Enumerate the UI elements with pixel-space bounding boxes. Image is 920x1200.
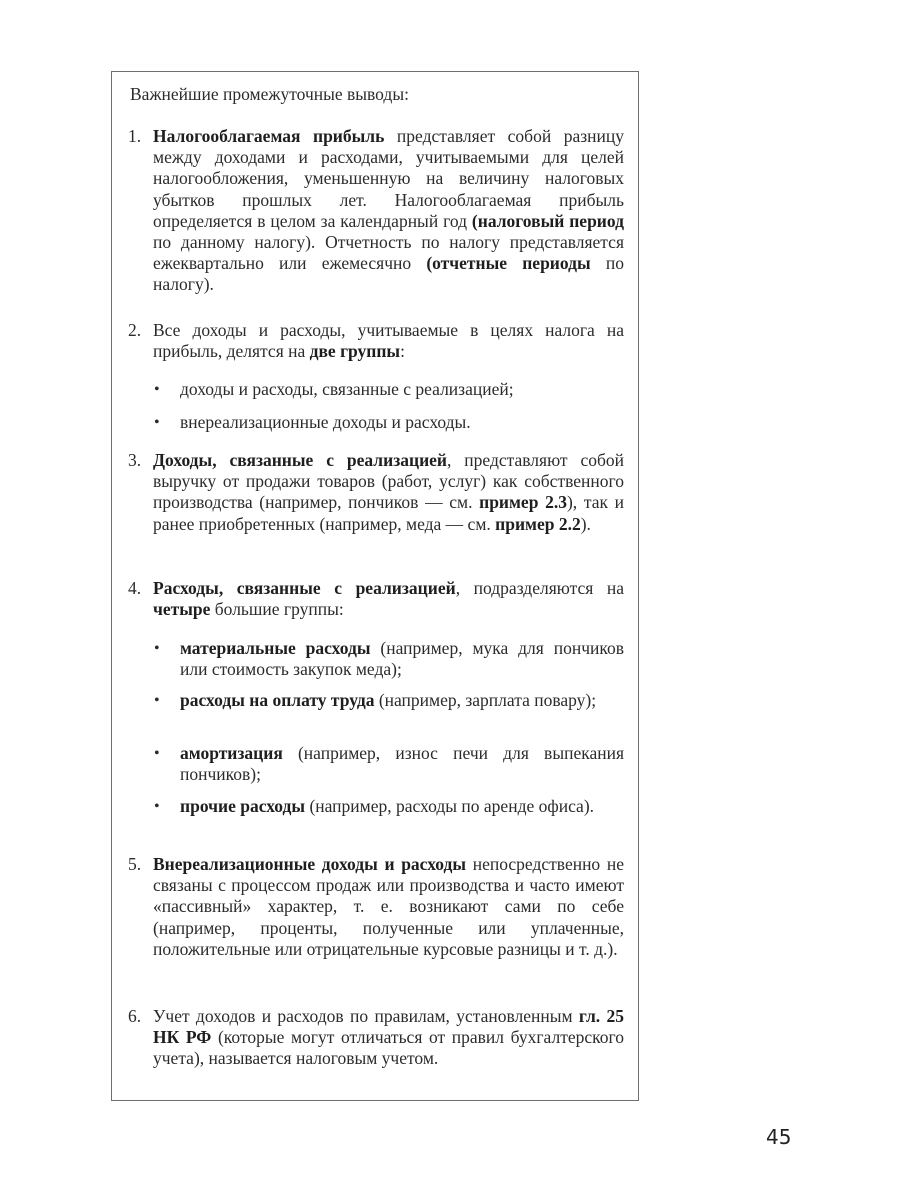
summary-item-4 bbox=[128, 578, 624, 620]
text-run: (которые могут отличаться от правил бухгалтерского учета), называется налоговым учетом. bbox=[153, 1027, 624, 1069]
text-run: большие группы: bbox=[210, 599, 344, 620]
bullet-item bbox=[154, 690, 624, 711]
bullet-item bbox=[154, 412, 624, 433]
bullet-icon: • bbox=[154, 640, 160, 657]
text-run: непосредственно не связаны с процессом продаж или производства и часто имеют «пассивный» характер, т. е. возникают сами по себе (например, проценты, полученные или уплаченные, положительные или отрицательные курсовые разницы и т. д.). bbox=[153, 854, 624, 959]
bold-term: четыре bbox=[153, 599, 211, 620]
item-text bbox=[153, 320, 624, 362]
text-run: внереализационные доходы и расходы. bbox=[180, 412, 471, 432]
text-run: (например, зарплата повару); bbox=[374, 690, 597, 710]
text-run: Учет доходов и расходов по правилам, установленным bbox=[153, 1006, 579, 1026]
bullet-icon: • bbox=[154, 414, 160, 431]
item-number: 2. bbox=[128, 320, 142, 340]
text-run: (например, мука для пончиков или стоимость закупок меда); bbox=[180, 638, 624, 680]
bold-term: материальные расходы bbox=[180, 638, 371, 658]
page-number: 45 bbox=[766, 1125, 792, 1149]
text-run: доходы и расходы, связанные с реализацией; bbox=[180, 379, 514, 399]
bullet-icon: • bbox=[154, 381, 160, 398]
text-run: (например, расходы по аренде офиса). bbox=[305, 796, 595, 816]
text-run: представляет собой разницу между доходами и расходами, учитываемыми для целей налогообложения, уменьшенную на величину налоговых убытков прошлых лет. Налогооблагаемая прибыль определяется в целом за календарный год bbox=[153, 126, 624, 231]
item-number: 1. bbox=[128, 126, 142, 146]
bold-term: Расходы, связанные с реализацией bbox=[153, 578, 456, 598]
item-text bbox=[153, 854, 624, 960]
bullet-icon: • bbox=[154, 745, 160, 762]
text-run: , подразделяются на bbox=[455, 578, 624, 598]
bold-term: Налогооблагаемая прибыль bbox=[153, 126, 385, 146]
summary-item-2 bbox=[128, 320, 624, 362]
bullet-item bbox=[154, 796, 624, 817]
bold-term: (отчетные периоды bbox=[426, 253, 591, 274]
item-text bbox=[153, 578, 624, 620]
box-intro: Важнейшие промежуточные выводы: bbox=[130, 84, 409, 104]
bold-term: амортизация bbox=[180, 743, 283, 763]
bold-term: пример 2.2 bbox=[495, 513, 581, 534]
bold-term: Доходы, связанные с реализацией bbox=[153, 450, 448, 470]
bold-term: расходы на оплату труда bbox=[180, 690, 375, 710]
item-text bbox=[153, 126, 624, 296]
item-text bbox=[153, 450, 624, 535]
summary-item-3 bbox=[128, 450, 624, 535]
bullet-item bbox=[154, 743, 624, 785]
bullet-item bbox=[154, 638, 624, 680]
bold-term: гл. 25 НК РФ bbox=[153, 1006, 624, 1048]
summary-box bbox=[111, 71, 639, 1101]
bullet-icon: • bbox=[154, 798, 160, 815]
bullet-icon: • bbox=[154, 692, 160, 709]
bullet-item bbox=[154, 379, 624, 400]
item-number: 4. bbox=[128, 578, 142, 598]
summary-item-6 bbox=[128, 1006, 624, 1070]
item-number: 5. bbox=[128, 854, 142, 874]
text-run: ). bbox=[580, 513, 591, 534]
text-run: по налогу). bbox=[153, 253, 624, 295]
bold-term: Внереализационные доходы и расходы bbox=[153, 854, 467, 874]
summary-item-5 bbox=[128, 854, 624, 960]
text-run: (например, износ печи для выпекания пончиков); bbox=[180, 743, 624, 785]
item-number: 6. bbox=[128, 1006, 142, 1026]
bold-term: пример 2.3 bbox=[479, 492, 567, 513]
bold-term: две группы bbox=[309, 341, 401, 362]
bold-term: (налоговый период bbox=[471, 210, 624, 231]
bold-term: прочие расходы bbox=[180, 796, 306, 816]
item-number: 3. bbox=[128, 450, 142, 470]
text-run: по данному налогу). Отчетность по налогу представляется ежеквартально или ежемесячно bbox=[153, 232, 624, 274]
text-run: , представляют собой выручку от продажи товаров (работ, услуг) как собственного производства (например, пончиков — см. bbox=[153, 450, 625, 513]
text-run: Все доходы и расходы, учитываемые в целях налога на прибыль, делятся на bbox=[153, 320, 624, 362]
summary-item-1 bbox=[128, 126, 624, 296]
text-run: : bbox=[400, 341, 405, 362]
text-run: ), так и ранее приобретенных (например, меда — см. bbox=[153, 492, 624, 534]
item-text bbox=[153, 1006, 624, 1070]
